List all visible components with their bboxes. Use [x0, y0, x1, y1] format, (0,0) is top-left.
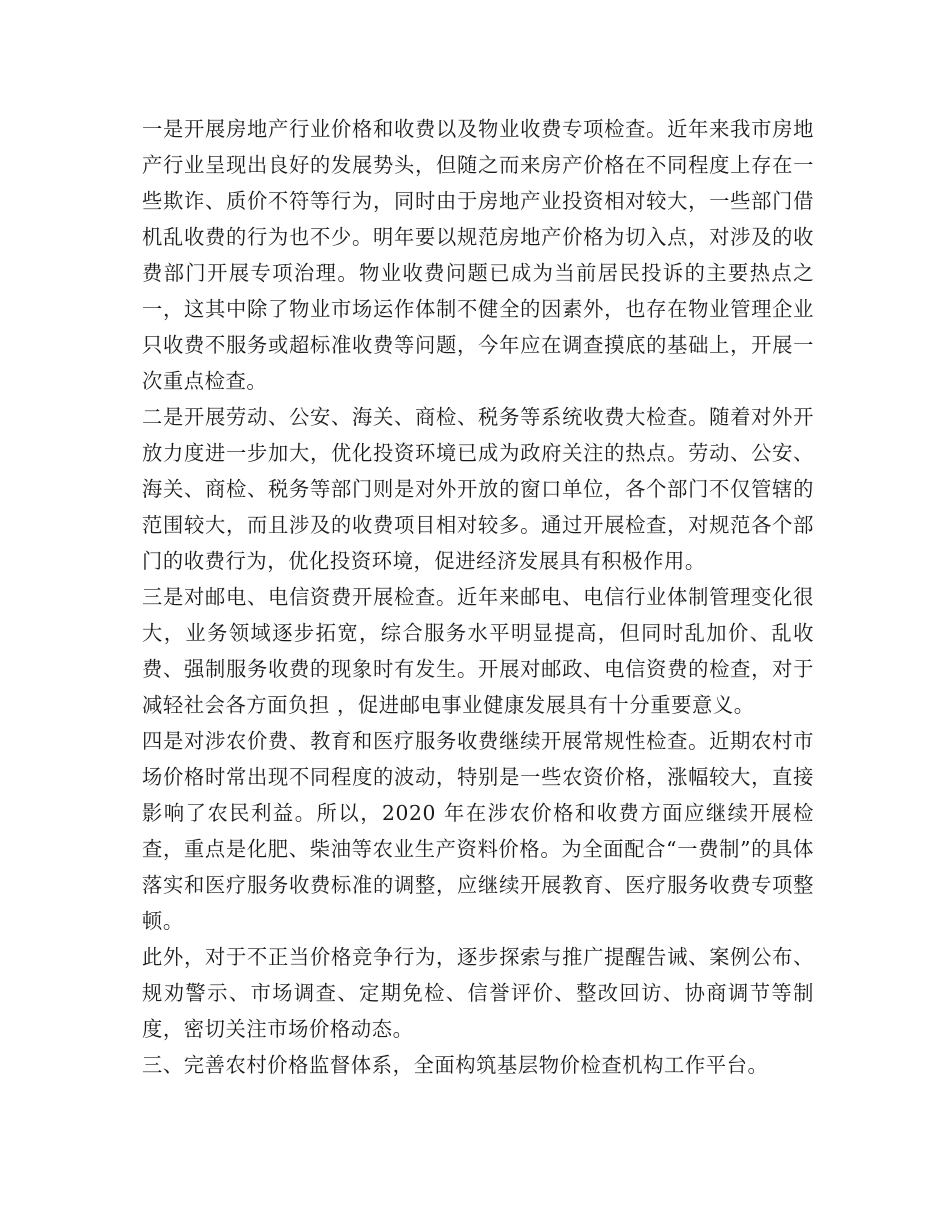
paragraph-system-fee-inspection: 二是开展劳动、公安、海关、商检、税务等系统收费大检查。随着对外开放力度进一步加大，优化投资环境已成为政府关注的热点。劳动、公安、海关、商检、税务等部门则是对外开放的窗口单位，各个部门不仅管辖的范围较大，而且涉及的收费项目相对较多。通过开展检查，对规范各个部门的收费行为，优化投资环境，促进经济发展具有积极作用。	[142, 405, 814, 573]
paragraph-agriculture-education-medical: 四是对涉农价费、教育和医疗服务收费继续开展常规性检查。近期农村市场价格时常出现不同程度的波动，特别是一些农资价格，涨幅较大，直接影响了农民利益。所以，2020 年在涉农价格和收费方面应继续开展检查，重点是化肥、柴油等农业生产资料价格。为全面配合“一费制”的具体落实和医疗服务收费标准的调整，应继续开展教育、医疗服务收费专项整顿。	[142, 729, 814, 933]
paragraph-telecom-fee-inspection: 三是对邮电、电信资费开展检查。近年来邮电、电信行业体制管理变化很大，业务领域逐步拓宽，综合服务水平明显提高，但同时乱加价、乱收费、强制服务收费的现象时有发生。开展对邮政、电信资费的检查，对于减轻社会各方面负担 ，促进邮电事业健康发展具有十分重要意义。	[142, 585, 814, 717]
paragraph-real-estate-inspection: 一是开展房地产行业价格和收费以及物业收费专项检查。近年来我市房地产行业呈现出良好的发展势头，但随之而来房产价格在不同程度上存在一些欺诈、质价不符等行为，同时由于房地产业投资相对较大，一些部门借机乱收费的行为也不少。明年要以规范房地产价格为切入点，对涉及的收费部门开展专项治理。物业收费问题已成为当前居民投诉的主要热点之一，这其中除了物业市场运作体制不健全的因素外，也存在物业管理企业只收费不服务或超标准收费等问题，今年应在调查摸底的基础上，开展一次重点检查。	[142, 117, 814, 393]
section-heading-rural-supervision: 三、完善农村价格监督体系，全面构筑基层物价检查机构工作平台。	[142, 1053, 769, 1077]
document-body	[142, 111, 814, 1083]
paragraph-unfair-competition: 此外，对于不正当价格竞争行为，逐步探索与推广提醒告诫、案例公布、规劝警示、市场调查、定期免检、信誉评价、整改回访、协商调节等制度，密切关注市场价格动态。	[142, 945, 814, 1041]
